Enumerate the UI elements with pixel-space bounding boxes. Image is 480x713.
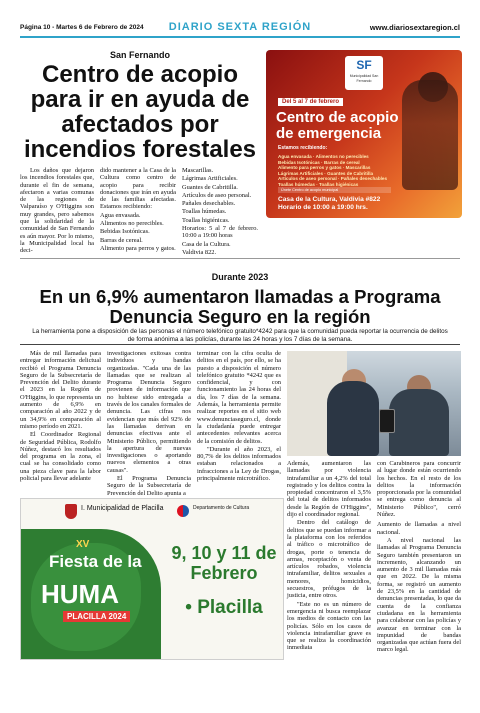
article2-headline: En un 6,9% aumentaron llamadas a Programa Denuncia Seguro en la región bbox=[39, 286, 441, 327]
article-photo bbox=[287, 351, 461, 456]
poster-title: Centro de acopio de emergencia bbox=[276, 109, 399, 142]
logo-initials: SF bbox=[356, 58, 372, 72]
festival-title: Fiesta de la bbox=[49, 552, 142, 571]
list-item: Alimento para perros y gatos. bbox=[100, 244, 176, 252]
section-divider bbox=[20, 258, 460, 259]
poster-item: Bebidas Isotónicas · Barras de cereal bbox=[278, 159, 360, 165]
list-item: Casa de la Cultura. bbox=[182, 240, 231, 248]
festival-year-badge: PLACILLA 2024 bbox=[63, 611, 130, 622]
municipal-crest-icon bbox=[65, 504, 77, 519]
article2-column-4 bbox=[287, 460, 371, 653]
article2-kicker: Durante 2023 bbox=[211, 272, 269, 282]
paragraph: "Durante el año 2023, el 80,7% de los delitos informados estaban relacionados a infracciones a la Ley de Drogas, principalmente microtráfico. bbox=[197, 445, 281, 483]
paragraph: A nivel nacional las llamadas al Programa Denuncia Seguro también presentaron un incremento, alcanzando un aumento de 3 mil llamadas más que en 2022. De la misma forma, se registró un aumento de 23,5% en la cantidad de denuncias presentadas, lo que da cuenta de la confianza ciudadana en la herramienta para colaborar con las policías y avanzar en terminar con la impunidad de bandas organizadas que actúan fuera del marco legal. bbox=[377, 536, 461, 654]
municipality-name: I. Municipalidad de Placilla bbox=[81, 505, 164, 512]
list-item: Alimentos no perecibles. bbox=[100, 220, 164, 228]
article2-column-1 bbox=[20, 350, 101, 483]
paragraph: El Coordinador Regional de Seguridad Pública, Rodolfo Núñez, destacó los resultados del programa en la zona, el cual se ha consolidado como una pieza clave para la labor policial para llevar adelante bbox=[20, 431, 101, 483]
paragraph: "Este no es un número de emergencia ni busca reemplazar los medios de contacto con las policías. Sólo en los casos de violencia intrafamiliar grave es que se realiza la coordinación inmediata bbox=[287, 600, 371, 652]
poster-hours: Horario de 10:00 a 19:00 hrs. bbox=[278, 204, 368, 211]
festival-advertisement bbox=[20, 498, 284, 660]
paragraph: Más de mil llamadas para entregar información delictual recibió el Programa Denuncia Seguro de la Subsecretaría de Prevención del Delito durante el 2023 en la Región de O'Higgins, lo que representa un aumento de 6,9% en comparación al año 2022 y de un 34,9% en comparación al mismo período en 2021. bbox=[20, 350, 101, 430]
list-item: Bebidas Isotónicas. bbox=[100, 228, 150, 236]
article2-column-2 bbox=[107, 350, 191, 498]
list-item: Artículos de aseo personal. bbox=[182, 191, 252, 199]
culture-department: Departamento de Cultura bbox=[193, 505, 250, 511]
poster-item: Alimento para perros y gatos · Mascarillas bbox=[278, 165, 371, 171]
poster-item: Artículos de aseo personal · Pañales desechables bbox=[278, 176, 388, 182]
person-body bbox=[327, 381, 379, 456]
article1-kicker: San Fernando bbox=[109, 50, 170, 60]
article1-column-3 bbox=[182, 167, 258, 257]
festival-edition: XV bbox=[76, 539, 90, 550]
subheading: Aumento de llamadas a nivel nacional. bbox=[377, 521, 461, 536]
poster-address: Casa de la Cultura, Valdivia #822 bbox=[278, 196, 381, 203]
poster-item: Lágrimas Artificiales · Guantes de Cabritilla bbox=[278, 170, 374, 176]
paragraph: El Programa Denuncia Seguro de la Subsecretaría de Prevención del Delito apunta a bbox=[107, 475, 191, 497]
paragraph: Dentro del catálogo de delitos que se puedan informar a la plataforma con los referidos al tráfico o microtráfico de drogas, porte o tenencia de armas, receptación o venta de artículos robados, violencia intrafamiliar, delitos sexuales a menores, homicidios, secuestros, prófugos de la justicia, entre otros. bbox=[287, 519, 371, 600]
article1-headline: Centro de acopio para ir en ayuda de afectados por incendios forestales bbox=[23, 61, 257, 163]
article2-column-3 bbox=[197, 350, 281, 483]
logo-subtitle: Municipalidad San Fernando bbox=[349, 74, 379, 83]
header-divider bbox=[20, 36, 460, 38]
person-body bbox=[389, 389, 449, 456]
paragraph: Además, aumentaron las llamadas por violencia intrafamiliar a un 4,2% del total registrado y los delitos contra la propiedad concentraron el 3,5% del total de delitos informados desde la Región de O'Higgins", dijo el coordinador regional. bbox=[287, 460, 371, 519]
poster-item: Toallas húmedas · Toallas higiénicas bbox=[278, 181, 359, 187]
poster-receiving-label: Estamos recibiendo: bbox=[278, 145, 328, 151]
festival-dates: 9, 10 y 11 de Febrero bbox=[171, 543, 277, 583]
poster-item: Agua envasada · Alimentos no perecibles bbox=[278, 154, 369, 159]
list-item: Pañales desechables. bbox=[182, 200, 236, 208]
festival-city: • Placilla bbox=[185, 597, 263, 618]
masthead: DIARIO SEXTA REGIÓN bbox=[168, 21, 312, 33]
poster-dates: Del 5 al 7 de febrero bbox=[278, 98, 343, 106]
poster-banner: Únete Centro de acopio municipal bbox=[278, 187, 391, 193]
paragraph: con Carabineros para concurrir al lugar donde están ocurriendo los hechos. En el resto de los delitos la información proporcionada por la comunidad se entrega como denuncia al Ministerio Público", cerró Núñez. bbox=[377, 460, 461, 519]
list-item: Mascarillas. bbox=[182, 167, 214, 174]
emergency-collection-poster bbox=[266, 50, 462, 218]
list-item: Valdivia 822. bbox=[182, 248, 217, 256]
list-item: Barras de cereal. bbox=[100, 236, 143, 244]
festival-name: HUMA bbox=[41, 579, 119, 609]
phone-icon bbox=[379, 409, 395, 433]
article1-column-1 bbox=[20, 167, 94, 256]
government-seal-icon bbox=[177, 505, 189, 517]
municipality-logo bbox=[345, 56, 383, 90]
subhead-divider bbox=[20, 344, 460, 345]
list-item: Lágrimas Artificiales. bbox=[182, 175, 238, 183]
poster-items bbox=[278, 154, 448, 188]
list-item: Agua envasada. bbox=[100, 211, 141, 219]
website-link[interactable]: www.diariosextaregion.cl bbox=[369, 23, 460, 32]
paragraph: terminar con la cifra oculta de delitos en el país, por ello, se ha puesto a disposición el número telefónico gratuito *4242 que es confidencial, y con funcionamiento las 24 horas del día, los 7 días de la semana. Además, la herramienta permite realizar reportes en el sitio web www.denunciaseguro.cl, donde la ciudadanía puede entregar antecedentes relevantes acerca de la comisión de delitos. bbox=[197, 350, 281, 445]
paragraph: dido mantener a la Casa de la Cultura como centro de acopio para recibir donaciones que irán en ayuda de las familias afectadas. Estamos recibiendo: bbox=[100, 167, 176, 211]
list-item: Toallas higiénicas. bbox=[182, 216, 230, 224]
article2-column-5 bbox=[377, 460, 461, 655]
list-item: Horarios: 5 al 7 de febrero. 10:00 a 19:00 horas bbox=[182, 225, 258, 240]
list-item: Guantes de Cabritilla. bbox=[182, 183, 238, 191]
article1-column-2 bbox=[100, 167, 176, 253]
page-date: Página 10 - Martes 6 de Febrero de 2024 bbox=[20, 24, 144, 31]
list-item: Toallas húmedas. bbox=[182, 208, 227, 216]
article2-subhead: La herramienta pone a disposición de las personas el número telefónico gratuito*4242 para que la comunidad pueda reportar la ocurrencia de delitos de forma anónima a las policías, durante las 24 horas y los 7 días de la semana. bbox=[32, 328, 448, 343]
poster-location bbox=[278, 196, 380, 212]
paragraph: Los daños que dejaron los incendios forestales que, durante el fin de semana, afectaron a varias comunas de las regiones de Valparaíso y O'Higgins son muy grandes, pero sabemos que la solidaridad de la comunidad de San Fernando es aún mayor. Por lo mismo, la Municipalidad local ha deci- bbox=[20, 167, 94, 255]
paragraph: investigaciones exitosas contra individuos y bandas organizadas. "Cada una de las llamadas que se realizan al Programa Denuncia Seguro provienen de información que no hubiese sido entregada a través de los canales formales de denuncia. Las cifras nos evidencian que más del 92% de las llamadas derivan en denuncias efectivas ante el Ministerio Público, permitiendo la apertura de nuevas investigaciones o aportando nuevos elementos a otras causas". bbox=[107, 350, 191, 474]
